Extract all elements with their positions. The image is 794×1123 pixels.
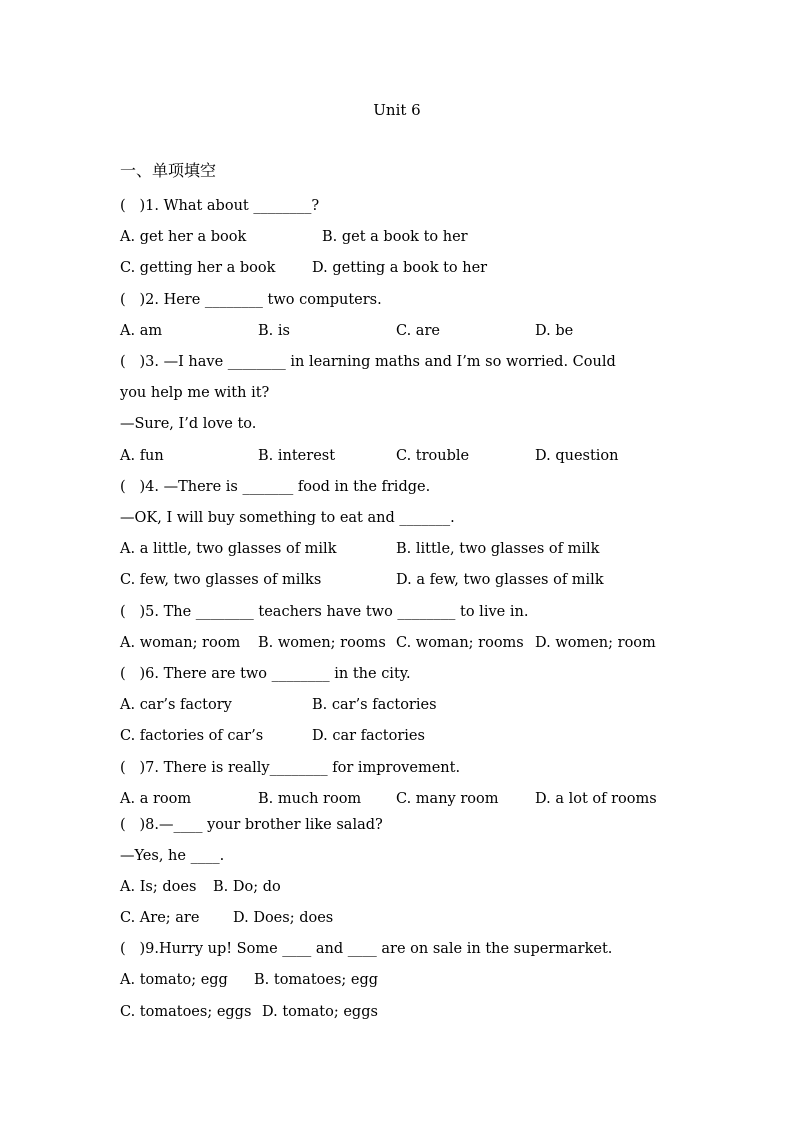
question-6-option-d: D. car factories: [312, 728, 425, 744]
page-title: Unit 6: [373, 101, 421, 119]
question-9-option-c: C. tomatoes; eggs: [120, 1004, 252, 1020]
question-8-option-a: A. Is; does: [120, 879, 197, 895]
question-6-option-a: A. car’s factory: [120, 697, 232, 713]
question-8-option-b: B. Do; do: [213, 879, 281, 895]
question-6-stem: ( )6. There are two ________ in the city.: [120, 666, 411, 682]
question-6-option-c: C. factories of car’s: [120, 728, 264, 744]
question-2-option-c: C. are: [396, 323, 440, 339]
question-8-option-c: C. Are; are: [120, 910, 200, 926]
question-1-option-c: C. getting her a book: [120, 260, 276, 276]
question-2-option-d: D. be: [535, 323, 574, 339]
question-3-reply: —Sure, I’d love to.: [120, 416, 257, 432]
question-9-option-a: A. tomato; egg: [120, 972, 228, 988]
question-5-option-a: A. woman; room: [120, 635, 241, 651]
question-4-option-a: A. a little, two glasses of milk: [120, 541, 337, 557]
question-5-option-c: C. woman; rooms: [396, 635, 524, 651]
question-4-option-b: B. little, two glasses of milk: [396, 541, 600, 557]
question-1-option-d: D. getting a book to her: [312, 260, 488, 276]
question-7-option-d: D. a lot of rooms: [535, 791, 657, 807]
question-7-option-c: C. many room: [396, 791, 499, 807]
question-3-option-a: A. fun: [120, 448, 164, 464]
question-3-stem: ( )3. —I have ________ in learning maths and I’m so worried. Could: [120, 354, 616, 370]
question-4-option-c: C. few, two glasses of milks: [120, 572, 322, 588]
question-4-stem: ( )4. —There is _______ food in the fridge.: [120, 479, 431, 495]
question-9-option-d: D. tomato; eggs: [262, 1004, 378, 1020]
question-8-stem: ( )8.—____ your brother like salad?: [120, 817, 383, 833]
question-1-option-a: A. get her a book: [120, 229, 247, 245]
question-3-option-c: C. trouble: [396, 448, 470, 464]
question-2-option-b: B. is: [258, 323, 290, 339]
question-8-reply: —Yes, he ____.: [120, 848, 225, 864]
question-3-stem-cont: you help me with it?: [120, 385, 270, 401]
question-9-stem: ( )9.Hurry up! Some ____ and ____ are on sale in the supermarket.: [120, 941, 613, 957]
question-3-option-b: B. interest: [258, 448, 336, 464]
question-7-stem: ( )7. There is really________ for improvement.: [120, 760, 461, 776]
question-1-option-b: B. get a book to her: [322, 229, 468, 245]
section-heading: 一、单项填空: [120, 161, 217, 180]
question-3-option-d: D. question: [535, 448, 619, 464]
question-5-option-d: D. women; room: [535, 635, 656, 651]
question-9-option-b: B. tomatoes; egg: [254, 972, 379, 988]
question-2-option-a: A. am: [120, 323, 163, 339]
question-1-stem: ( )1. What about ________?: [120, 198, 320, 214]
question-6-option-b: B. car’s factories: [312, 697, 437, 713]
question-2-stem: ( )2. Here ________ two computers.: [120, 292, 382, 308]
question-4-reply: —OK, I will buy something to eat and _______.: [120, 510, 455, 526]
question-4-option-d: D. a few, two glasses of milk: [396, 572, 604, 588]
question-8-option-d: D. Does; does: [233, 910, 334, 926]
question-5-option-b: B. women; rooms: [258, 635, 386, 651]
question-7-option-a: A. a room: [120, 791, 192, 807]
question-5-stem: ( )5. The ________ teachers have two ________ to live in.: [120, 604, 529, 620]
question-7-option-b: B. much room: [258, 791, 362, 807]
